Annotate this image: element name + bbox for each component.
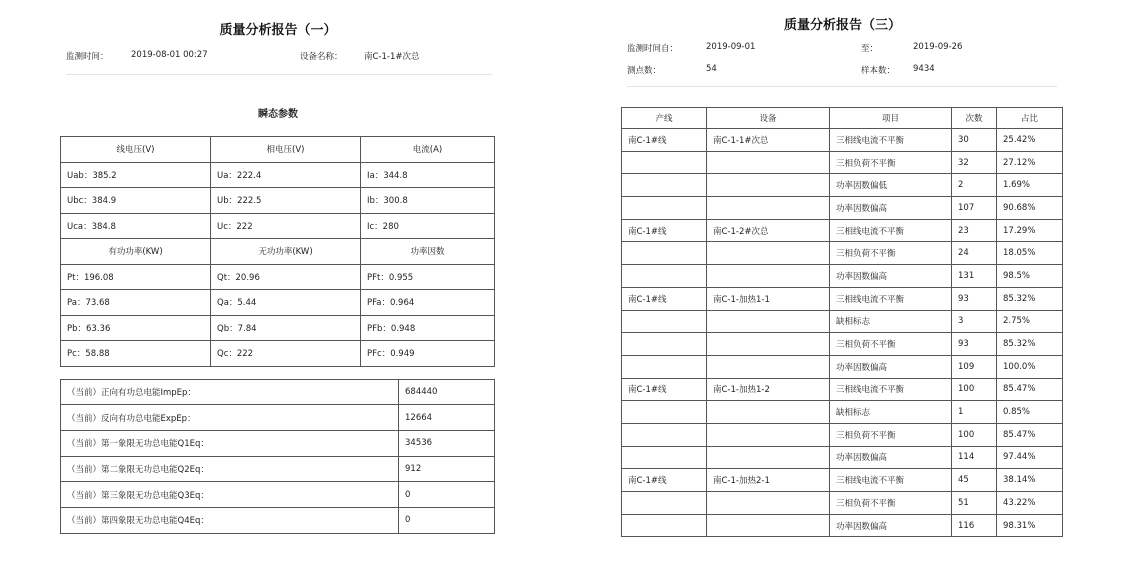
table-cell (707, 492, 830, 515)
table-row (61, 405, 495, 431)
table-row (622, 287, 1063, 310)
table-cell (622, 242, 707, 265)
table-cell: 2 (952, 174, 997, 197)
table-cell: 32 (952, 151, 997, 174)
table-cell (622, 174, 707, 197)
table-cell (707, 423, 830, 446)
table-cell: 100 (952, 423, 997, 446)
table-cell (622, 355, 707, 378)
monitor-time-label: 监测时间： (66, 52, 109, 62)
table-cell: 功率因数偏高 (830, 446, 952, 469)
table-body (622, 129, 1063, 537)
energy-label: （当前）第四象限无功总电能Q4Eq： (61, 507, 399, 533)
table-cell: 功率因数偏高 (830, 265, 952, 288)
header-cell: 有功功率(KW) (61, 239, 211, 265)
table-cell: 1.69% (997, 174, 1063, 197)
table-cell: 三相负荷不平衡 (830, 423, 952, 446)
table-cell: 功率因数偏高 (830, 355, 952, 378)
table-cell (707, 265, 830, 288)
table-cell: PFt：0.955 (361, 264, 495, 290)
table-cell (707, 514, 830, 537)
table-cell (707, 355, 830, 378)
table-cell: Qc：222 (211, 341, 361, 367)
table-cell: 3 (952, 310, 997, 333)
table-cell (622, 446, 707, 469)
table-cell: Ia：344.8 (361, 162, 495, 188)
table-cell: 南C-1#线 (622, 469, 707, 492)
table-cell: 缺相标志 (830, 310, 952, 333)
table-cell: 南C-1#线 (622, 129, 707, 152)
table-cell: Qa：5.44 (211, 290, 361, 316)
report-quality-3 (621, 0, 1064, 537)
table-row (622, 265, 1063, 288)
table-row (61, 341, 495, 367)
table-cell: 三相线电流不平衡 (830, 129, 952, 152)
table-cell: 85.47% (997, 423, 1063, 446)
table-cell: 27.12% (997, 151, 1063, 174)
table-row (61, 315, 495, 341)
table-row (61, 379, 495, 405)
table-row (622, 469, 1063, 492)
table-cell (707, 333, 830, 356)
table-cell: 85.47% (997, 378, 1063, 401)
table-cell: 90.68% (997, 197, 1063, 220)
table-cell: Uca：384.8 (61, 213, 211, 239)
table-cell: 三相负荷不平衡 (830, 242, 952, 265)
divider (627, 86, 1057, 87)
samples-label: 样本数： (861, 66, 896, 76)
device-label: 设备名称： (300, 52, 343, 62)
table-row (622, 242, 1063, 265)
table-cell: 23 (952, 219, 997, 242)
table-cell: Pc：58.88 (61, 341, 211, 367)
table-row (61, 507, 495, 533)
table-cell: 功率因数偏低 (830, 174, 952, 197)
table-cell (622, 197, 707, 220)
table-header-row (61, 137, 495, 163)
table-cell: 107 (952, 197, 997, 220)
table-cell: 24 (952, 242, 997, 265)
monitor-time-value: 2019-08-01 00:27 (131, 50, 208, 60)
table-cell: 98.5% (997, 265, 1063, 288)
table-cell: Uc：222 (211, 213, 361, 239)
points-label: 测点数： (627, 66, 662, 76)
table-row (622, 401, 1063, 424)
table-cell (622, 514, 707, 537)
energy-label: （当前）第一象限无功总电能Q1Eq： (61, 430, 399, 456)
table-row (622, 197, 1063, 220)
table-cell: 85.32% (997, 287, 1063, 310)
header-cell: 相电压(V) (211, 137, 361, 163)
energy-value: 684440 (399, 379, 495, 405)
table-cell: PFc：0.949 (361, 341, 495, 367)
table-cell: Qt：20.96 (211, 264, 361, 290)
table-cell: 南C-1-加热1-1 (707, 287, 830, 310)
header-cell: 占比 (997, 108, 1063, 129)
table-cell (707, 242, 830, 265)
header-cell: 产线 (622, 108, 707, 129)
table-row (622, 219, 1063, 242)
table-cell: 93 (952, 287, 997, 310)
instant-params-table (60, 136, 495, 367)
energy-value: 0 (399, 507, 495, 533)
table-row (622, 333, 1063, 356)
energy-value: 0 (399, 482, 495, 508)
table-cell: 缺相标志 (830, 401, 952, 424)
table-row (622, 151, 1063, 174)
device-value: 南C-1-1#次总 (364, 52, 420, 62)
table-cell: 114 (952, 446, 997, 469)
table-cell: Pt：196.08 (61, 264, 211, 290)
monitor-range-meta (621, 42, 1064, 58)
sample-meta (621, 64, 1064, 80)
to-label: 至： (861, 44, 879, 54)
table-cell (707, 401, 830, 424)
table-cell (622, 492, 707, 515)
energy-label: （当前）反向有功总电能ExpEp： (61, 405, 399, 431)
table-cell (622, 333, 707, 356)
table-cell: 南C-1#线 (622, 287, 707, 310)
table-cell: Ib：300.8 (361, 188, 495, 214)
report-quality-1 (60, 0, 496, 534)
table-cell: 98.31% (997, 514, 1063, 537)
to-value: 2019-09-26 (913, 42, 963, 52)
energy-label: （当前）第二象限无功总电能Q2Eq： (61, 456, 399, 482)
table-cell (622, 401, 707, 424)
table-cell: 100.0% (997, 355, 1063, 378)
table-row (622, 423, 1063, 446)
header-cell: 功率因数 (361, 239, 495, 265)
divider (66, 74, 492, 75)
samples-value: 9434 (913, 64, 935, 74)
energy-label: （当前）第三象限无功总电能Q3Eq： (61, 482, 399, 508)
table-row (61, 264, 495, 290)
table-cell: Ua：222.4 (211, 162, 361, 188)
table-cell (622, 423, 707, 446)
table-row (622, 174, 1063, 197)
table-cell: Pa：73.68 (61, 290, 211, 316)
header-cell: 电流(A) (361, 137, 495, 163)
table-cell: 南C-1#线 (622, 219, 707, 242)
table-row (61, 213, 495, 239)
table-cell: 45 (952, 469, 997, 492)
table-cell (622, 151, 707, 174)
from-label: 监测时间自： (627, 44, 679, 54)
table-cell: PFb：0.948 (361, 315, 495, 341)
report-title: 质量分析报告（三） (783, 18, 901, 33)
table-cell (622, 310, 707, 333)
energy-value: 34536 (399, 430, 495, 456)
report-title: 质量分析报告（一） (219, 23, 337, 38)
table-cell: 三相线电流不平衡 (830, 378, 952, 401)
table-cell (707, 446, 830, 469)
table-cell: 43.22% (997, 492, 1063, 515)
table-cell: Pb：63.36 (61, 315, 211, 341)
section-title: 瞬态参数 (258, 109, 298, 120)
table-cell: 南C-1-2#次总 (707, 219, 830, 242)
table-cell: 南C-1-加热1-2 (707, 378, 830, 401)
table-cell: 25.42% (997, 129, 1063, 152)
table-cell: 三相线电流不平衡 (830, 287, 952, 310)
table-cell: 97.44% (997, 446, 1063, 469)
table-row (622, 310, 1063, 333)
table-header-row (622, 108, 1063, 129)
table-row (622, 355, 1063, 378)
table-cell: 18.05% (997, 242, 1063, 265)
header-cell: 设备 (707, 108, 830, 129)
table-row (61, 482, 495, 508)
table-cell: Ic：280 (361, 213, 495, 239)
table-cell: 38.14% (997, 469, 1063, 492)
table-cell: Ubc：384.9 (61, 188, 211, 214)
table-row (622, 129, 1063, 152)
table-cell: 三相线电流不平衡 (830, 469, 952, 492)
table-cell: 116 (952, 514, 997, 537)
table-cell: 1 (952, 401, 997, 424)
table-cell (707, 174, 830, 197)
table-row (61, 162, 495, 188)
table-row (61, 290, 495, 316)
table-cell: 51 (952, 492, 997, 515)
table-cell: 三相线电流不平衡 (830, 219, 952, 242)
table-cell: 南C-1-加热2-1 (707, 469, 830, 492)
table-cell: 0.85% (997, 401, 1063, 424)
header-cell: 线电压(V) (61, 137, 211, 163)
table-row (622, 446, 1063, 469)
table-cell: 功率因数偏高 (830, 197, 952, 220)
table-cell: Uab：385.2 (61, 162, 211, 188)
monitor-meta (60, 50, 496, 66)
from-value: 2019-09-01 (706, 42, 756, 52)
table-row (622, 514, 1063, 537)
table-cell: 南C-1-1#次总 (707, 129, 830, 152)
table-cell: 三相负荷不平衡 (830, 492, 952, 515)
table-row (622, 492, 1063, 515)
table-cell (707, 197, 830, 220)
energy-label: （当前）正向有功总电能ImpEp： (61, 379, 399, 405)
table-cell (707, 151, 830, 174)
anomaly-stats-table (621, 107, 1063, 537)
table-cell: 南C-1#线 (622, 378, 707, 401)
table-cell: PFa：0.964 (361, 290, 495, 316)
table-cell: 三相负荷不平衡 (830, 333, 952, 356)
table-cell: 85.32% (997, 333, 1063, 356)
table-row (622, 378, 1063, 401)
table-cell: 93 (952, 333, 997, 356)
table-header-row (61, 239, 495, 265)
header-cell: 无功功率(KW) (211, 239, 361, 265)
table-row (61, 430, 495, 456)
table-cell: Ub：222.5 (211, 188, 361, 214)
table-cell: Qb：7.84 (211, 315, 361, 341)
energy-table (60, 379, 495, 534)
energy-value: 12664 (399, 405, 495, 431)
table-row (61, 456, 495, 482)
table-cell: 功率因数偏高 (830, 514, 952, 537)
header-cell: 项目 (830, 108, 952, 129)
table-row (61, 188, 495, 214)
table-cell: 100 (952, 378, 997, 401)
table-cell: 17.29% (997, 219, 1063, 242)
table-cell: 2.75% (997, 310, 1063, 333)
energy-value: 912 (399, 456, 495, 482)
table-cell: 30 (952, 129, 997, 152)
points-value: 54 (706, 64, 717, 74)
table-cell: 三相负荷不平衡 (830, 151, 952, 174)
table-cell: 131 (952, 265, 997, 288)
header-cell: 次数 (952, 108, 997, 129)
table-cell (707, 310, 830, 333)
table-cell (622, 265, 707, 288)
table-cell: 109 (952, 355, 997, 378)
